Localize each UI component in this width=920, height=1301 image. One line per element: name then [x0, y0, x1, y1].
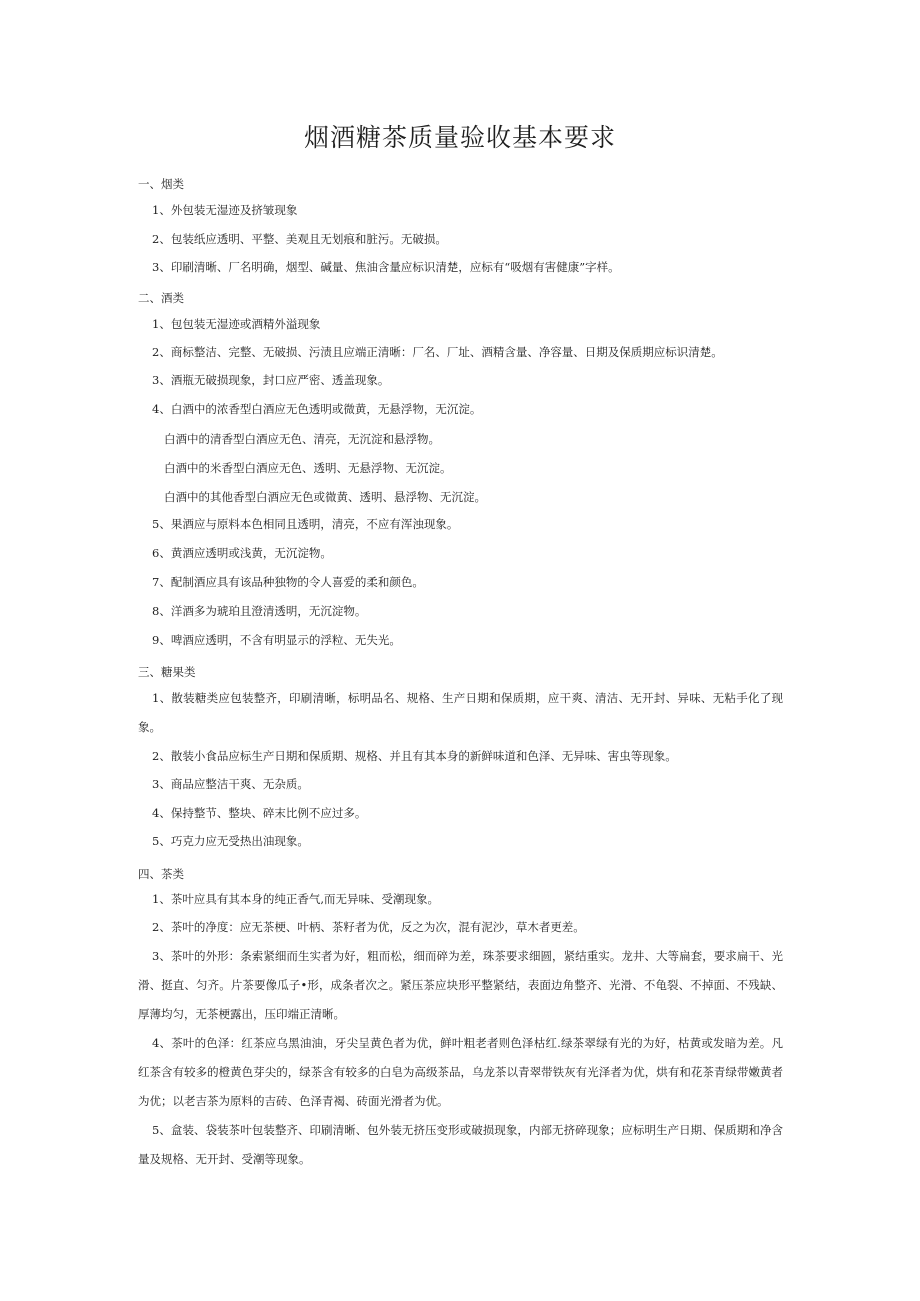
tobacco-item-1: 1、外包装无湿迹及挤皱现象	[152, 203, 298, 217]
tea-item-2: 2、茶叶的净度：应无茶梗、叶柄、茶籽者为优，反之为次，混有泥沙，草木者更差。	[152, 920, 585, 934]
section-heading-candy: 三、糖果类	[138, 665, 196, 679]
liquor-item-7: 7、配制酒应具有该品种独物的令人喜爱的柔和颜色。	[152, 575, 424, 589]
liquor-item-3: 3、酒瓶无破损现象，封口应严密、透盖现象。	[152, 373, 390, 387]
section-heading-tea: 四、茶类	[138, 867, 184, 881]
liquor-item-2: 2、商标整洁、完整、无破损、污渍且应端正清晰：厂名、厂址、酒精含量、净容量、日期及保质期应标识清楚。	[152, 345, 723, 359]
tea-item-3: 3、茶叶的外形：条索紧细而生实者为好，粗而松，细而碎为差，珠茶要求细圆，紧结重实。龙井、大等扁套，要求扁干、光滑、挺直、匀齐。片茶要像瓜子•形，成条者次之。紧压茶应块形平整紧结，表面边角整齐、光滑、不龟裂、不掉面、不残缺、厚薄均匀，无茶梗露出，压印端正清晰。	[138, 949, 783, 1021]
tea-item-1: 1、茶叶应具有其本身的纯正香气,而无异味、受潮现象。	[152, 892, 439, 906]
liquor-sub-3: 白酒中的其他香型白酒应无色或微黄、透明、悬浮物、无沉淀。	[164, 490, 486, 504]
liquor-sub-1: 白酒中的清香型白酒应无色、清亮，无沉淀和悬浮物。	[164, 432, 440, 446]
tobacco-item-3: 3、印刷清晰、厂名明确，烟型、碱量、焦油含量应标识清楚，应标有“吸烟有害健康”字样。	[152, 260, 620, 274]
section-heading-liquor: 二、酒类	[138, 291, 184, 305]
liquor-item-1: 1、包包装无湿迹或酒精外溢现象	[152, 317, 321, 331]
liquor-item-6: 6、黄酒应透明或浅黄，无沉淀物。	[152, 546, 332, 560]
tea-item-4: 4、茶叶的色泽：红茶应乌黑油油，牙尖呈黄色者为优，鲜叶粗老者则色泽枯红.绿茶翠绿有光的为好，枯黄或发暗为差。凡红茶含有较多的橙黄色芽尖的，绿茶含有较多的白皂为高级茶品，乌龙茶以青翠带铁灰有光泽者为优，烘有和花茶青绿带嫩黄者为优；以老吉茶为原料的吉砖、色泽青褐、砖面光滑者为优。	[138, 1036, 783, 1108]
candy-item-4: 4、保持整节、整块、碎末比例不应过多。	[152, 806, 367, 820]
liquor-item-8: 8、洋酒多为琥珀且澄清透明，无沉淀物。	[152, 604, 367, 618]
liquor-sub-2: 白酒中的米香型白酒应无色、透明、无悬浮物、无沉淀。	[164, 461, 452, 475]
candy-item-3: 3、商品应整洁干爽、无杂质。	[152, 777, 309, 791]
tobacco-item-2: 2、包装纸应透明、平整、美观且无划痕和脏污。无破损。	[152, 232, 447, 246]
section-heading-tobacco: 一、烟类	[138, 177, 184, 191]
liquor-item-4: 4、白酒中的浓香型白酒应无色透明或微黄，无悬浮物，无沉淀。	[152, 402, 482, 416]
tea-item-5: 5、盒装、袋装茶叶包装整齐、印刷清晰、包外装无挤压变形或破损现象，内部无挤碎现象；应标明生产日期、保质期和净含量及规格、无开封、受潮等现象。	[138, 1123, 783, 1166]
candy-item-5: 5、巧克力应无受热出油现象。	[152, 834, 309, 848]
liquor-item-9: 9、啤酒应透明，不含有明显示的浮粒、无失光。	[152, 633, 401, 647]
liquor-item-5: 5、果酒应与原料本色相同且透明，清亮，不应有浑浊现象。	[152, 517, 459, 531]
candy-item-1: 1、散装糖类应包装整齐，印刷清晰，标明品名、规格、生产日期和保质期，应干爽、清洁、无开封、异味、无粘手化了现象。	[138, 691, 783, 734]
candy-item-2: 2、散装小食品应标生产日期和保质期、规格、并且有其本身的新鲜味道和色泽、无异味、害虫等现象。	[152, 749, 677, 763]
document-title: 烟酒糖茶质量验收基本要求	[303, 123, 616, 152]
